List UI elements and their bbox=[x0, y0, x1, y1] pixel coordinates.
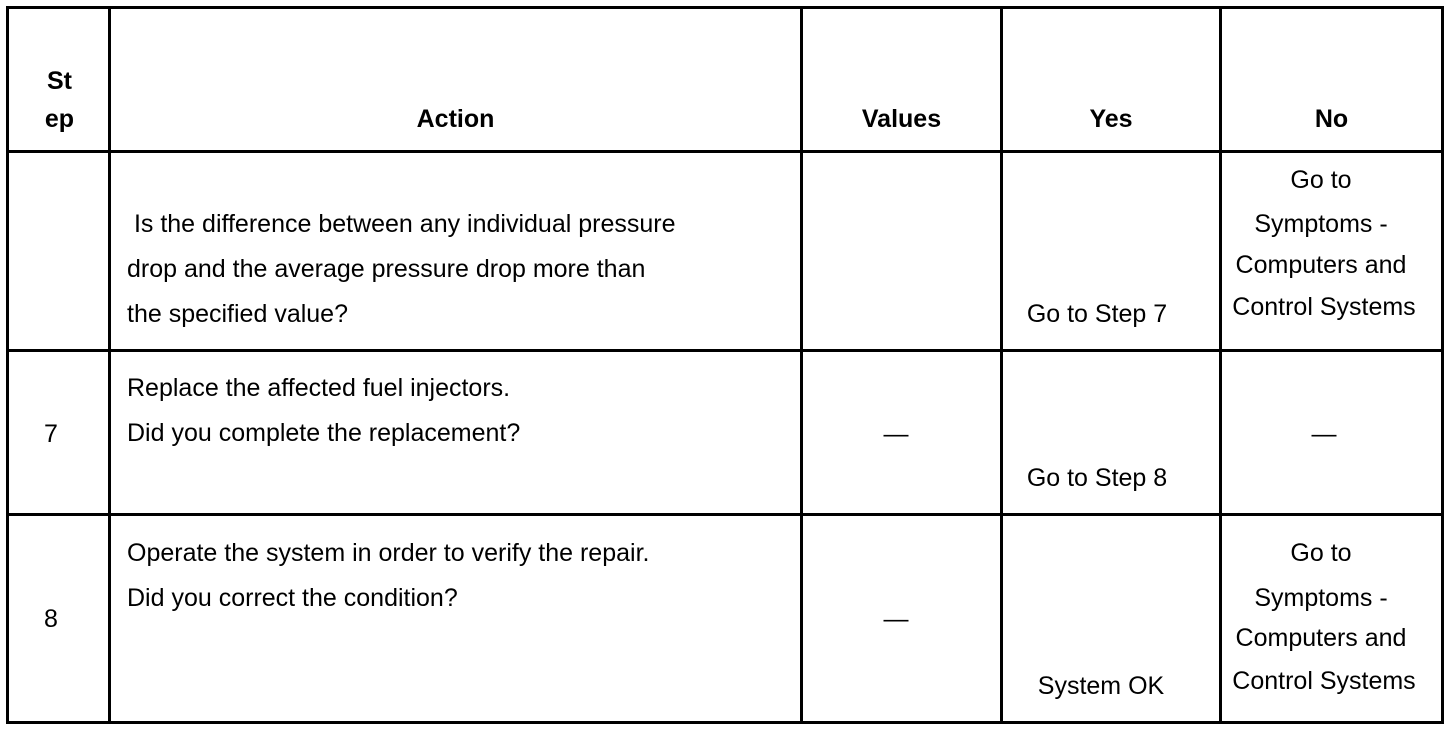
table-border-bottom bbox=[6, 721, 1444, 724]
row-1-action-line1: Is the difference between any individual pressure bbox=[127, 210, 676, 238]
header-step-line2: ep bbox=[44, 105, 75, 133]
row-3-values: — bbox=[883, 605, 909, 633]
row-3-action-line1: Operate the system in order to verify the repair. bbox=[127, 539, 650, 567]
header-action: Action bbox=[416, 105, 495, 133]
row-1-yes: Go to Step 7 bbox=[1026, 300, 1168, 328]
header-step-line1: St bbox=[47, 67, 72, 95]
row-3-yes: System OK bbox=[1037, 672, 1165, 700]
row-3-action-line2: Did you correct the condition? bbox=[127, 584, 458, 612]
row-3-no-line1: Go to bbox=[1290, 539, 1352, 567]
table-border-left bbox=[6, 6, 9, 724]
row-2-yes: Go to Step 8 bbox=[1026, 464, 1168, 492]
row-2-action-line1: Replace the affected fuel injectors. bbox=[127, 374, 511, 402]
row-2-values: — bbox=[883, 420, 909, 448]
table-border-right bbox=[1441, 6, 1444, 724]
header-no: No bbox=[1314, 105, 1349, 133]
row-1-action-line3: the specified value? bbox=[127, 300, 348, 328]
row-2-action-line2: Did you complete the replacement? bbox=[127, 419, 521, 447]
table-border-top bbox=[6, 6, 1444, 9]
row-2-step: 7 bbox=[44, 420, 58, 448]
row-divider-1 bbox=[6, 349, 1444, 352]
header-divider bbox=[6, 150, 1444, 153]
row-3-no-line2: Symptoms - bbox=[1254, 584, 1388, 612]
header-values: Values bbox=[861, 105, 942, 133]
row-3-step: 8 bbox=[44, 605, 58, 633]
row-2-no: — bbox=[1311, 420, 1337, 448]
row-3-no-line3: Computers and bbox=[1235, 624, 1407, 652]
row-1-action-line2: drop and the average pressure drop more than bbox=[127, 255, 646, 283]
row-1-no-line1: Go to bbox=[1290, 166, 1352, 194]
row-1-no-line2: Symptoms - bbox=[1254, 210, 1388, 238]
row-1-no-line4: Control Systems bbox=[1232, 293, 1416, 321]
row-1-no-line3: Computers and bbox=[1235, 251, 1407, 279]
header-yes: Yes bbox=[1089, 105, 1133, 133]
row-divider-2 bbox=[6, 513, 1444, 516]
row-3-no-line4: Control Systems bbox=[1232, 667, 1416, 695]
